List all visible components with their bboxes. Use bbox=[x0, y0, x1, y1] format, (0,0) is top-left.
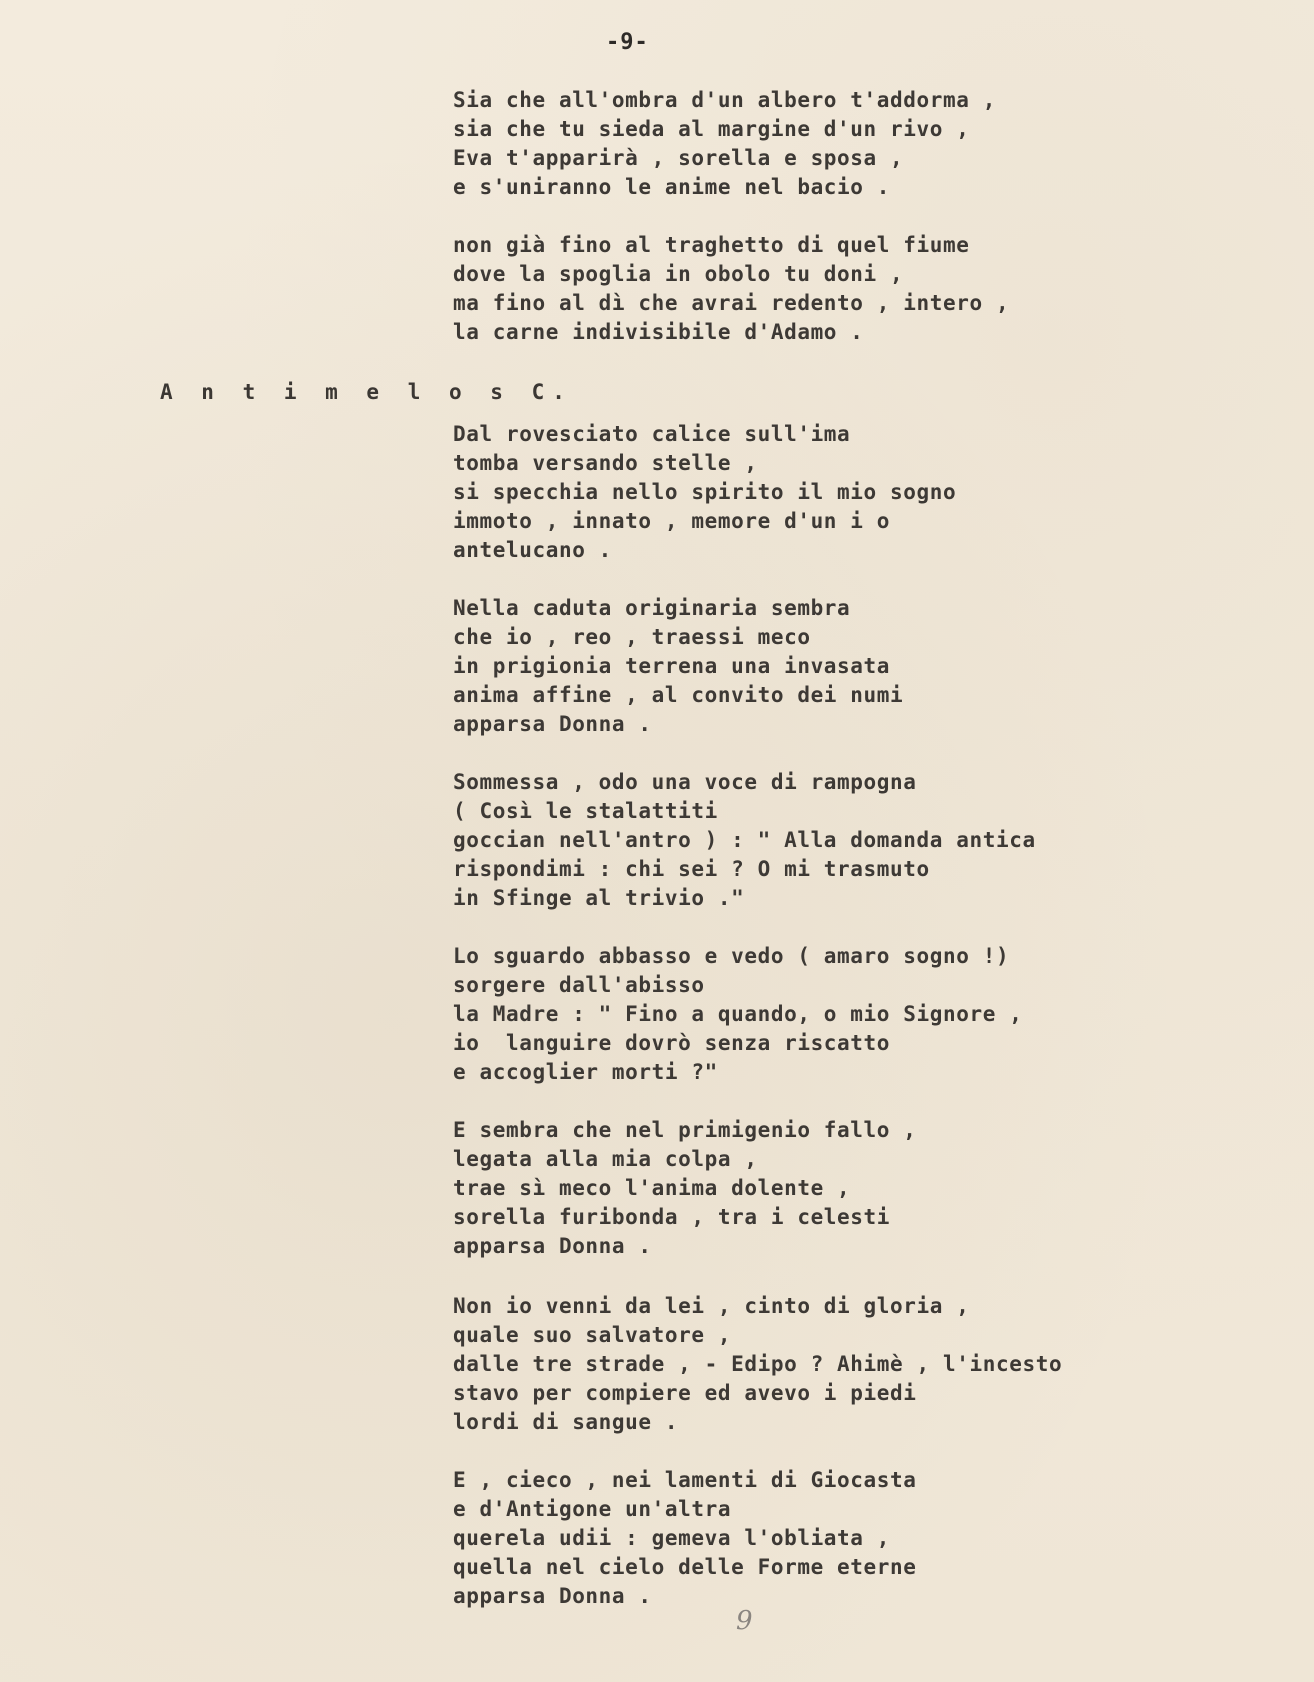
verse-line: E sembra che nel primigenio fallo , bbox=[453, 1118, 917, 1142]
verse-line: querela udii : gemeva l'obliata , bbox=[453, 1526, 891, 1550]
handwritten-page-number: 9 bbox=[736, 1606, 753, 1636]
verse-line: Nella caduta originaria sembra bbox=[453, 596, 851, 620]
stanza-7 bbox=[453, 1116, 917, 1261]
verse-line: goccian nell'antro ) : " Alla domanda antica bbox=[453, 828, 1036, 852]
stanza-9 bbox=[453, 1466, 917, 1611]
stanza-4 bbox=[453, 594, 903, 739]
verse-line: trae sì meco l'anima dolente , bbox=[453, 1176, 851, 1200]
verse-line: non già fino al traghetto di quel fiume bbox=[453, 233, 970, 257]
verse-line: quella nel cielo delle Forme eterne bbox=[453, 1555, 917, 1579]
verse-line: che io , reo , traessi meco bbox=[453, 625, 811, 649]
verse-line: antelucano . bbox=[453, 538, 612, 562]
verse-line: io languire dovrò senza riscatto bbox=[453, 1031, 891, 1055]
stanza-6 bbox=[453, 942, 1022, 1087]
verse-line: e s'uniranno le anime nel bacio . bbox=[453, 175, 891, 199]
verse-line: in prigionia terrena una invasata bbox=[453, 654, 891, 678]
verse-line: Lo sguardo abbasso e vedo ( amaro sogno !) bbox=[453, 944, 1010, 968]
verse-line: dalle tre strade , - Edipo ? Ahimè , l'incesto bbox=[453, 1352, 1063, 1376]
stanza-5 bbox=[453, 768, 1036, 913]
verse-line: in Sfinge al trivio ." bbox=[453, 886, 745, 910]
verse-line: sorella furibonda , tra i celesti bbox=[453, 1205, 891, 1229]
verse-line: dove la spoglia in obolo tu doni , bbox=[453, 262, 904, 286]
verse-line: apparsa Donna . bbox=[453, 712, 652, 736]
verse-line: e d'Antigone un'altra bbox=[453, 1497, 732, 1521]
verse-line: sia che tu sieda al margine d'un rivo , bbox=[453, 117, 970, 141]
verse-line: ma fino al dì che avrai redento , intero , bbox=[453, 291, 1010, 315]
verse-line: E , cieco , nei lamenti di Giocasta bbox=[453, 1468, 917, 1492]
verse-line: quale suo salvatore , bbox=[453, 1323, 732, 1347]
verse-line: si specchia nello spirito il mio sogno bbox=[453, 480, 957, 504]
verse-line: lordi di sangue . bbox=[453, 1410, 679, 1434]
verse-line: sorgere dall'abisso bbox=[453, 973, 705, 997]
verse-line: la carne indivisibile d'Adamo . bbox=[453, 320, 864, 344]
verse-line: apparsa Donna . bbox=[453, 1234, 652, 1258]
verse-line: Eva t'apparirà , sorella e sposa , bbox=[453, 146, 904, 170]
stanza-2 bbox=[453, 231, 1009, 347]
verse-line: legata alla mia colpa , bbox=[453, 1147, 758, 1171]
verse-line: e accoglier morti ?" bbox=[453, 1060, 718, 1084]
verse-line: Sommessa , odo una voce di rampogna bbox=[453, 770, 917, 794]
verse-line: Dal rovesciato calice sull'ima bbox=[453, 422, 851, 446]
verse-line: Sia che all'ombra d'un albero t'addorma , bbox=[453, 88, 996, 112]
stanza-8 bbox=[453, 1292, 1062, 1437]
stanza-1 bbox=[453, 86, 996, 202]
verse-line: stavo per compiere ed avevo i piedi bbox=[453, 1381, 917, 1405]
verse-line: la Madre : " Fino a quando, o mio Signore , bbox=[453, 1002, 1023, 1026]
verse-line: rispondimi : chi sei ? O mi trasmuto bbox=[453, 857, 930, 881]
verse-line: tomba versando stelle , bbox=[453, 451, 758, 475]
verse-line: anima affine , al convito dei numi bbox=[453, 683, 904, 707]
verse-line: apparsa Donna . bbox=[453, 1584, 652, 1608]
verse-line: immoto , innato , memore d'un i o bbox=[453, 509, 891, 533]
verse-line: ( Così le stalattiti bbox=[453, 799, 718, 823]
stanza-3 bbox=[453, 420, 956, 565]
page-number: -9- bbox=[606, 30, 649, 55]
verse-line: Non io venni da lei , cinto di gloria , bbox=[453, 1294, 970, 1318]
section-title: A n t i m e l o s C. bbox=[160, 380, 573, 404]
